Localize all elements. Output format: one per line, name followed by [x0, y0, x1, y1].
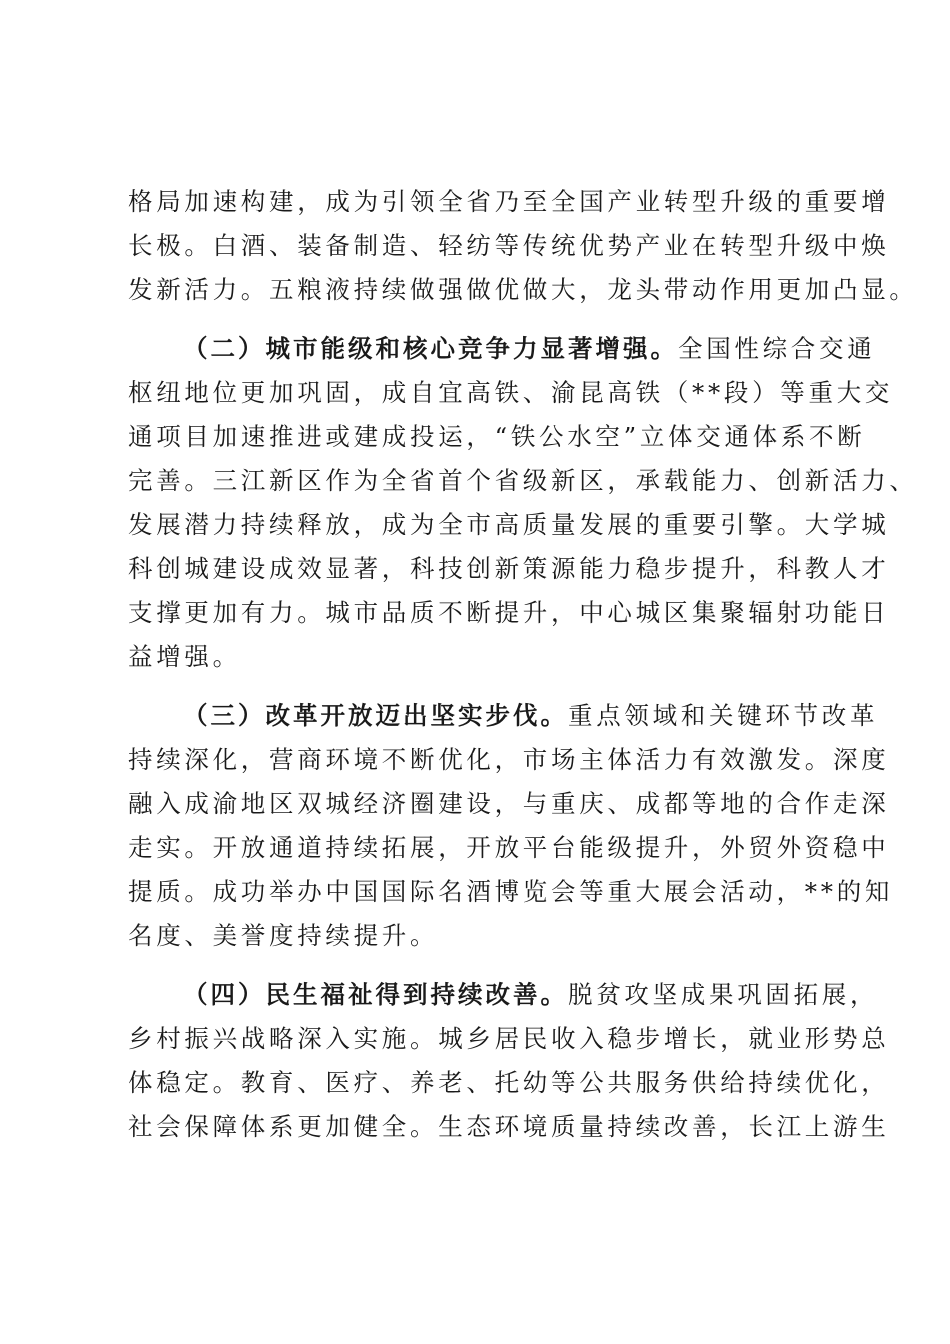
section-heading: （四）民生福祉得到持续改善。 — [183, 980, 568, 1009]
text-line: 发新活力。五粮液持续做强做优做大，龙头带动作用更加凸显。 — [128, 275, 918, 304]
text-line — [128, 694, 879, 738]
text-line: 体稳定。教育、医疗、养老、托幼等公共服务供给持续优化， — [128, 1068, 890, 1097]
text-line: 完善。三江新区作为全省首个省级新区，承载能力、创新活力、 — [128, 466, 918, 495]
text-line: 融入成渝地区双城经济圈建设，与重庆、成都等地的合作走深 — [128, 789, 890, 818]
text-line: 长极。白酒、装备制造、轻纺等传统优势产业在转型升级中焕 — [128, 231, 890, 260]
text-line: 名度、美誉度持续提升。 — [128, 921, 439, 950]
section-text: 脱贫攻坚成果巩固拓展， — [568, 980, 879, 1009]
paragraph-section-4 — [128, 973, 890, 1149]
text-line: 发展潜力持续释放，成为全市高质量发展的重要引擎。大学城 — [128, 510, 890, 539]
paragraph-intro — [128, 180, 918, 312]
text-line: 通项目加速推进或建成投运，“铁公水空”立体交通体系不断 — [128, 422, 866, 451]
section-heading: （二）城市能级和核心竞争力显著增强。 — [183, 334, 678, 363]
text-line: 乡村振兴战略深入实施。城乡居民收入稳步增长，就业形势总 — [128, 1024, 890, 1053]
text-line — [128, 973, 879, 1017]
text-line: 持续深化，营商环境不断优化，市场主体活力有效激发。深度 — [128, 745, 890, 774]
paragraph-section-3 — [128, 694, 894, 958]
section-text: 重点领域和关键环节改革 — [568, 701, 879, 730]
section-heading: （三）改革开放迈出坚实步伐。 — [183, 701, 568, 730]
text-line: 走实。开放通道持续拓展，开放平台能级提升，外贸外资稳中 — [128, 833, 890, 862]
text-line: 社会保障体系更加健全。生态环境质量持续改善，长江上游生 — [128, 1112, 890, 1141]
text-line: 支撑更加有力。城市品质不断提升，中心城区集聚辐射功能日 — [128, 598, 890, 627]
text-line: 科创城建设成效显著，科技创新策源能力稳步提升，科教人才 — [128, 554, 890, 583]
text-line — [128, 327, 876, 371]
section-text: 全国性综合交通 — [678, 334, 876, 363]
text-line: 格局加速构建，成为引领全省乃至全国产业转型升级的重要增 — [128, 187, 890, 216]
text-line: 益增强。 — [128, 642, 241, 671]
document-body — [128, 180, 918, 1149]
paragraph-section-2 — [128, 327, 918, 679]
text-line: 提质。成功举办中国国际名酒博览会等重大展会活动，**的知 — [128, 877, 894, 906]
text-line: 枢纽地位更加巩固，成自宜高铁、渝昆高铁（**段）等重大交 — [128, 378, 894, 407]
